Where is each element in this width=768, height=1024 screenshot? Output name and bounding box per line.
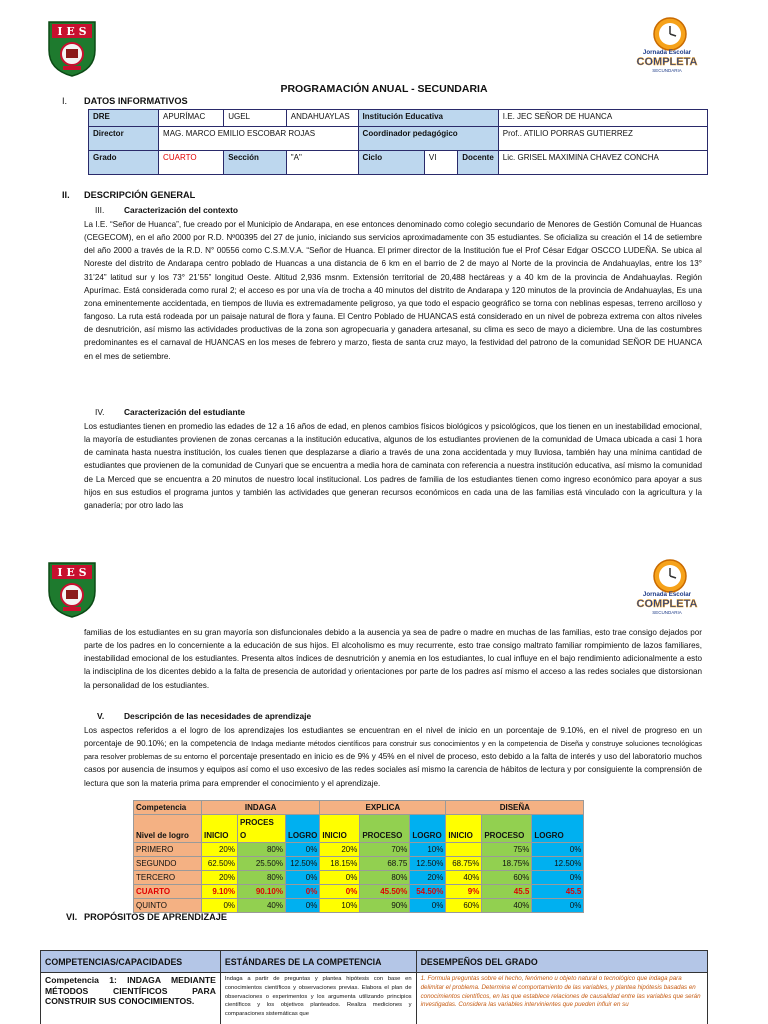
coordinador-value: Prof.. ATILIO PORRAS GUTIERREZ (498, 127, 707, 151)
grado-value: CUARTO (159, 151, 224, 175)
group-explica: EXPLICA (320, 801, 446, 815)
dre-value: APURÍMAC (159, 110, 224, 127)
subsection-5-title: Descripción de las necesidades de aprendizaje (124, 711, 312, 721)
ies-logo-text: I E S (57, 25, 87, 38)
svg-text:SECUNDARIA: SECUNDARIA (652, 610, 682, 615)
jornada-escolar-completa-logo-page2 (632, 556, 702, 616)
svg-text:SECUNDARIA: SECUNDARIA (652, 68, 682, 73)
ciclo-label: Ciclo (358, 151, 424, 175)
row-tercero: TERCERO 20% 80% 0% 0% 80% 20% 40% 60% 0% (134, 871, 584, 885)
row-primero: PRIMERO 20% 80% 0% 20% 70% 10% 75% 0% (134, 843, 584, 857)
svg-text:COMPLETA: COMPLETA (636, 56, 698, 68)
subsection-5-num: V. (97, 711, 105, 721)
ies-school-logo-page2 (47, 561, 97, 619)
dre-label: DRE (89, 110, 159, 127)
propositos-aprendizaje-table (40, 950, 708, 1024)
competencias-header: COMPETENCIAS/CAPACIDADES (41, 951, 221, 973)
nivel-logro-header: Nivel de logro (134, 815, 202, 843)
ugel-value: ANDAHUAYLAS (286, 110, 358, 127)
svg-text:I E S: I E S (57, 566, 87, 579)
proceso-header: PROCES O (238, 815, 286, 843)
svg-text:Jornada Escolar: Jornada Escolar (642, 591, 692, 598)
needs-paragraph: Los aspectos referidos a el logro de los aprendizajes los estudiantes se encuentran en el nivel de inicio en un porcentaje de 9.10%, en el nivel de progreso en un porcentaje de 90.10%; en la competencia de Indaga mediante métodos científicos para construir sus conocimientos y en la competencia de Diseña y construye soluciones tecnológicas para resolver problemas de su entorno el porcentaje presentado en inicio es de 9% y 45% en el nivel de proceso, esto debido a la falta de interés y uso del laboratorio muchos casos por ausencia de insumos y equipos así como el uso excesivo de las redes sociales así mismo la carencia de hábitos de lectura y por consiguiente la comprensión de lectura que son la materia prima para emprender el conocimiento y el aprendizaje. (84, 726, 702, 788)
document-title: PROGRAMACIÓN ANUAL - SECUNDARIA (280, 83, 488, 95)
context-paragraph: La I.E. “Señor de Huanca”, fue creado por el Municipio de Andarapa, en ese entonces denominado como colegio secundario de Menores de Gestión Comunal de Huancas (CEGECOM), en el año 2000 por R.D. Nº00395 del 27 de junio, iniciando sus servicios aproximadamente con 35 estudiantes. Se oficializa su creación el 14 de setiembre del año 2000 a través de la R.D. N° 00556 como C.S.M.V.A. “Señor de Huanca. El primer director de la Institución fue el Prof César Edgar OSCCO LUDEÑA. Se ubica al Noreste del distrito de Andarapa centro poblado de Huancas a una distancia de 6 km en el barrio de 2 de mayo al Norte de la provincia de Andahuaylas, entre los 13° 31’24” latitud sur y los 73° 21’55” longitud Oeste. Altitud 2,936 msnm. Extensión territorial de 20,488 hectáreas y a 40 km de la provincia de Andahuaylas. Región Apurímac. Está considerada como rural 2; el acceso es por una vía de trocha a 40 minutos del distrito de Andarapa y 120 minutos de la provincia de Andahuaylas, Es una zona eminentemente accidentada, en tiempos de lluvia es extremadamente peligroso, ya que todo el espacio geográfico se torna con neblinas espesas, terreno arcilloso y fangoso. La ruta está rodeada por un paisaje natural de flora y fauna. El Centro Poblado de HUANCAS está considerado en un nivel de pobreza extrema con altos niveles de desnutrición, así mismo las actividades productivas de la zona son agropecuaria y ganadera artesanal, su clima es seco de mayo a diciembre. Una de las costumbres predominantes es el carnaval de HUANCAS en los meses de febrero y marzo, fiesta de santa cruz mayo, la festividad del patrono de la comunidad SEÑOR DE HUANCA en el mes de setiembre. (84, 220, 702, 361)
group-indaga: INDAGA (202, 801, 320, 815)
ciclo-value: VI (424, 151, 457, 175)
subsection-3-title: Caracterización del contexto (124, 205, 239, 215)
desempeno-1-cell: 1. Formula preguntas sobre el hecho, fenómeno u objeto natural o tecnológico que indaga para delimitar el problema. Determina el comportamiento de las variables, y plantea hipótesis basadas en conocimientos científicos, en las que establece relaciones de causalidad entre las variables que serán investigadas. Considera las variables intervinientes que pueden influir en su (416, 973, 707, 1024)
svg-text:Jornada Escolar: Jornada Escolar (642, 49, 692, 56)
seccion-value: "A" (286, 151, 358, 175)
seccion-label: Sección (224, 151, 287, 175)
row-segundo: SEGUNDO 62.50% 25.50% 12.50% 18.15% 68.75 12.50% 68.75% 18.75% 12.50% (134, 857, 584, 871)
director-label: Director (89, 127, 159, 151)
jornada-escolar-completa-logo (632, 14, 702, 74)
director-value: MAG. MARCO EMILIO ESCOBAR ROJAS (159, 127, 359, 151)
coordinador-label: Coordinador pedagógico (358, 127, 498, 151)
ugel-label: UGEL (224, 110, 287, 127)
estandares-header: ESTÁNDARES DE LA COMPETENCIA (220, 951, 416, 973)
svg-text:COMPLETA: COMPLETA (636, 598, 698, 610)
ies-school-logo (47, 20, 97, 78)
student-paragraph-part1: Los estudiantes tienen en promedio las edades de 12 a 16 años de edad, en plenos cambios físicos biológicos y psicológicos, que los tienen en un inestabilidad emocional, la mayoría de estudiantes provienen de zonas cercanas a la institución educativa, algunos de los estudiantes provienen de la comunidad de Umaca ubicada a casi 1 hora de caminata hasta nuestra institución, los cuales tienen que desplazarse a diario a través de una zona accidentada y muy lluviosa, también hay una mínima cantidad de estudiantes que provienen de la comunidad de Cunyari que se encuentra a media hora de caminata con referencia a nuestra institución educativa, así mismo la comunidad de La Merced que se encuentra a 20 minutos de nuestro local institucional. Los padres de familia de los estudiantes tienen como ingreso económico para apoyar a sus hijos en sus estudios el programa juntos y también las actividades que generan recursos económicos en cada una de las familias está vinculado con la agricultura y la ganadería; por otro lado las (84, 422, 702, 510)
row-quinto: QUINTO 0% 40% 0% 10% 90% 0% 60% 40% 0% (134, 899, 584, 913)
competencia-1-cell: Competencia 1: INDAGA MEDIANTE MÉTODOS CIENTÍFICOS PARA CONSTRUIR SUS CONOCIMIENTOS. (41, 973, 221, 1024)
section-2-title: DESCRIPCIÓN GENERAL (84, 190, 196, 200)
section-2-heading: II. (62, 190, 70, 200)
group-disena: DISEÑA (446, 801, 584, 815)
section-6-heading: VI. (66, 912, 78, 922)
estandar-1-cell: Indaga a partir de preguntas y plantea hipótesis con base en conocimientos científicos y observaciones previas. Elabora el plan de observaciones o experimentos y los argumenta utilizando principios científicos y los objetivos planteados. Realiza mediciones y comparaciones sistemáticas que (220, 973, 416, 1024)
subsection-4-num: IV. (95, 407, 105, 417)
datos-informativos-table (88, 109, 708, 175)
row-cuarto: CUARTO 9.10% 90.10% 0% 0% 45.50% 54.50% 9% 45.5 45.5 (134, 885, 584, 899)
section-6-title: PROPÓSITOS DE APRENDIZAJE (84, 912, 227, 922)
nivel-logro-table: Competencia INDAGA EXPLICA DISEÑA Nivel de logro INICIO PROCES O LOGRO INICIO PROCESO LOGRO INICIO PROCESO LOGRO PRIMERO 20% 80% 0% 20% 70% 10% 75% 0% SEGUNDO 62.50% 25.50% 12.50% 18.15% 68.75 12.50% 68.75% 18.75% 12.50% TERCERO 20% 80% 0% 0% 80% 20% 40% 60% 0% CUARTO 9.10% 90.10% 0% 0% 45.50% 54.50% 9% 45.5 45.5 QUINTO 0% 40% 0% 10% 90% 0% 60% 40% 0% (133, 800, 584, 913)
section-1-title: DATOS INFORMATIVOS (84, 96, 188, 106)
competencia-header: Competencia (134, 801, 202, 815)
desempenos-header: DESEMPEÑOS DEL GRADO (416, 951, 707, 973)
section-1-heading: I. (62, 96, 68, 106)
docente-value: Lic. GRISEL MAXIMINA CHAVEZ CONCHA (498, 151, 707, 175)
student-paragraph-part2: familias de los estudiantes en su gran mayoría son disfuncionales debido a la ausencia ya sea de padre o madre en muchas de las familias, esto trae consigo dejados por parte de los padres en lo concerniente a la educación de sus hijos. El alcoholismo es muy recurrente, esto trae consigo maltrato familiar rompimiento de lazos familiares, inestabilidad emocional de los estudiantes. Presenta altos índices de desnutrición y anemia en los estudiantes, lo cual influye en el bajo rendimiento adicionalmente a esto la indisciplina de los dicentes debido a la falta de presencia de autoridad y orientaciones por parte de los padres así mismo el acceso a las redes sociales que distorsionan la personalidad de los estudiantes. (84, 628, 702, 690)
docente-label: Docente (458, 151, 499, 175)
ie-label: Institución Educativa (358, 110, 498, 127)
grado-label: Grado (89, 151, 159, 175)
ie-value: I.E. JEC SEÑOR DE HUANCA (498, 110, 707, 127)
subsection-4-title: Caracterización del estudiante (124, 407, 246, 417)
subsection-3-num: III. (95, 205, 105, 215)
